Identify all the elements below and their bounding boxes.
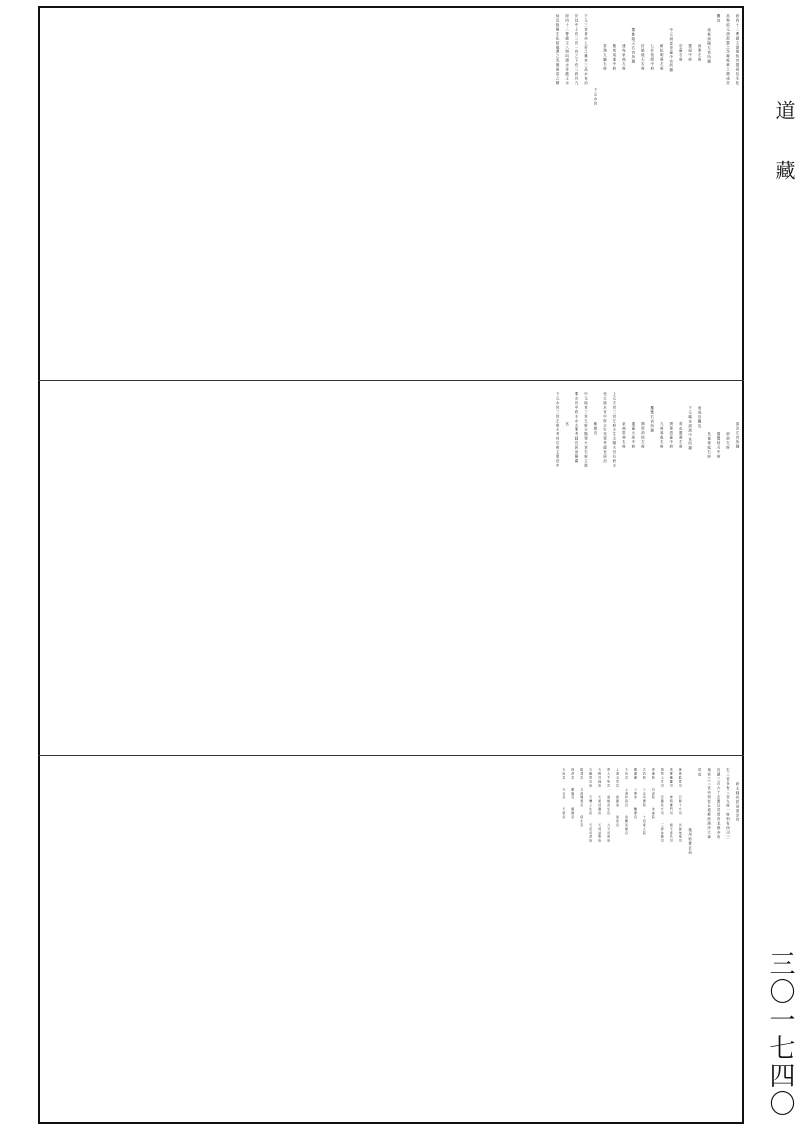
text-column: 通靈大劫中府 bbox=[630, 422, 635, 449]
text-column: 耐紀明晨左府 bbox=[659, 44, 664, 71]
text-column: 開度劫掠左府 bbox=[640, 422, 645, 449]
text-column: 紂絶陰天右府 bbox=[640, 44, 645, 71]
text-column: 下元三官者亦上帝之雜宫三品水官治 bbox=[583, 14, 588, 86]
text-column: 青龍院 白虎院 朱雀院 bbox=[651, 768, 656, 820]
text-column: 南極洞陽左宫所隸 bbox=[706, 28, 711, 64]
text-column: 天府宫 天日宫 天梁宫 bbox=[561, 768, 566, 820]
text-column: 司也 bbox=[697, 768, 702, 777]
text-column: 諒事左府 bbox=[697, 44, 702, 62]
text-column: 施用仙曹玄局 bbox=[687, 828, 692, 855]
text-column: 右三官各有三宫九府一府别有四司三 bbox=[725, 768, 730, 840]
text-column: 下元水官三宫左府主考官右府主罪官中 bbox=[555, 392, 560, 468]
text-column: 鬼官之三官亦别有五道都府濱泠大神 bbox=[706, 768, 711, 840]
text-column: 府主録官居治清泠宫 bbox=[735, 782, 739, 823]
text-column: 九府寒夜右府 bbox=[659, 422, 664, 449]
panel-lower bbox=[44, 768, 738, 1118]
text-column: 度人不死宫 南極長生宫 九天司馬府 bbox=[606, 768, 611, 844]
text-column: 羅蕭臺 三華堂 離便宫 bbox=[633, 768, 638, 820]
text-column: 上清玉房宫 森羅池 淨索宫 bbox=[615, 768, 620, 828]
text-column: 紫微宫 bbox=[592, 422, 597, 436]
text-column: 靈紐中府 bbox=[687, 44, 692, 62]
text-column: 罷宛成池中府 bbox=[611, 44, 616, 71]
text-column: 仙及陰陽生化結風澤之炁凝晨浩之精 bbox=[555, 14, 560, 86]
text-column: 連宛泉曲左府 bbox=[621, 44, 626, 71]
text-column: 七非恬照中府 bbox=[649, 44, 654, 71]
panel-upper bbox=[44, 14, 738, 376]
text-column: 天樞度厄府 天機上生府 天府司命府 bbox=[588, 768, 593, 844]
text-column: 靈寶劫刃中府 bbox=[716, 432, 721, 459]
text-column: 下元水官 bbox=[592, 88, 597, 106]
text-column: 死太陰水官中府主生死罪考録官居治 bbox=[602, 392, 607, 464]
text-column: 中元洞虚青靈中宫所隸 bbox=[668, 28, 673, 73]
text-column: 削死上生司 安鎮其方司 三界侍衛司 bbox=[660, 768, 665, 844]
margin-label: 道藏 bbox=[772, 100, 796, 220]
text-column: 羅酆右宫所隸 bbox=[649, 406, 654, 433]
text-column: 泉曲思神右府 bbox=[621, 422, 626, 449]
text-column: 玄武院 三五功曹院 十回度人院 bbox=[642, 768, 647, 836]
text-column: 酆都陰天右宫所隸 bbox=[630, 28, 635, 64]
text-column: 天相司録府 天梁延壽府 天同益筭府 bbox=[597, 768, 602, 844]
text-column: 衆真監度司 召制十方司 伏御地祇司 bbox=[678, 768, 683, 844]
text-column: 府四十二曹總主諸地仙官靈祇及生化 bbox=[735, 14, 739, 86]
text-column: 宗靈右府 bbox=[678, 44, 683, 62]
text-column: 長夜寒庭右府 bbox=[706, 432, 711, 459]
text-column: 於其中上有三宫一宫之下有三府共九 bbox=[574, 14, 579, 86]
divider-top bbox=[38, 380, 744, 381]
text-column: 泰煞九幽右府 bbox=[602, 44, 607, 71]
text-column: 上元天官三宫左府主生太陽火官右府主 bbox=[611, 392, 616, 468]
text-column: 清泠左宫所隸 bbox=[735, 422, 739, 449]
text-column: 下元暘谷洞源中宫所隸 bbox=[687, 406, 692, 451]
text-column: 保命宫 鎮嶽宫 鎮國宫 bbox=[570, 768, 575, 820]
text-column: 官總三百六十玄曹以司萬有北都亦有 bbox=[716, 768, 721, 840]
text-column: 監簿宫 文昌煉蒐宫 保生宫 bbox=[579, 768, 584, 828]
text-column: 而成宫闕也 bbox=[697, 406, 702, 429]
panel-middle bbox=[44, 392, 738, 750]
text-column: 中元地官三宫左府主陽罪火官右府主陰 bbox=[583, 392, 588, 468]
text-column: 大有宫 上清妙庭宫 金闕家陽宫 bbox=[624, 768, 629, 836]
text-column: 紛劫左府 bbox=[725, 432, 730, 450]
text-column: 宫 bbox=[564, 422, 569, 427]
text-column: 府四十二曹總主八海四瀆水帝龍王水 bbox=[564, 14, 569, 86]
text-column: 束縛魔靈司 神明護門司 諸天書名司 bbox=[669, 768, 674, 844]
text-column: 青玄靈淵左府 bbox=[678, 422, 683, 449]
text-column: 品物結元洞混靈之炁凝極黄之精成宫 bbox=[725, 14, 730, 86]
text-column: 闕也 bbox=[716, 14, 721, 23]
text-column: 罪水官中府主水火罪考録官居治陽臺 bbox=[574, 392, 579, 464]
divider-bottom bbox=[38, 755, 744, 756]
text-column: 朔單清靈中府 bbox=[668, 422, 673, 449]
page-number: 三〇一七四〇 bbox=[765, 950, 795, 1118]
